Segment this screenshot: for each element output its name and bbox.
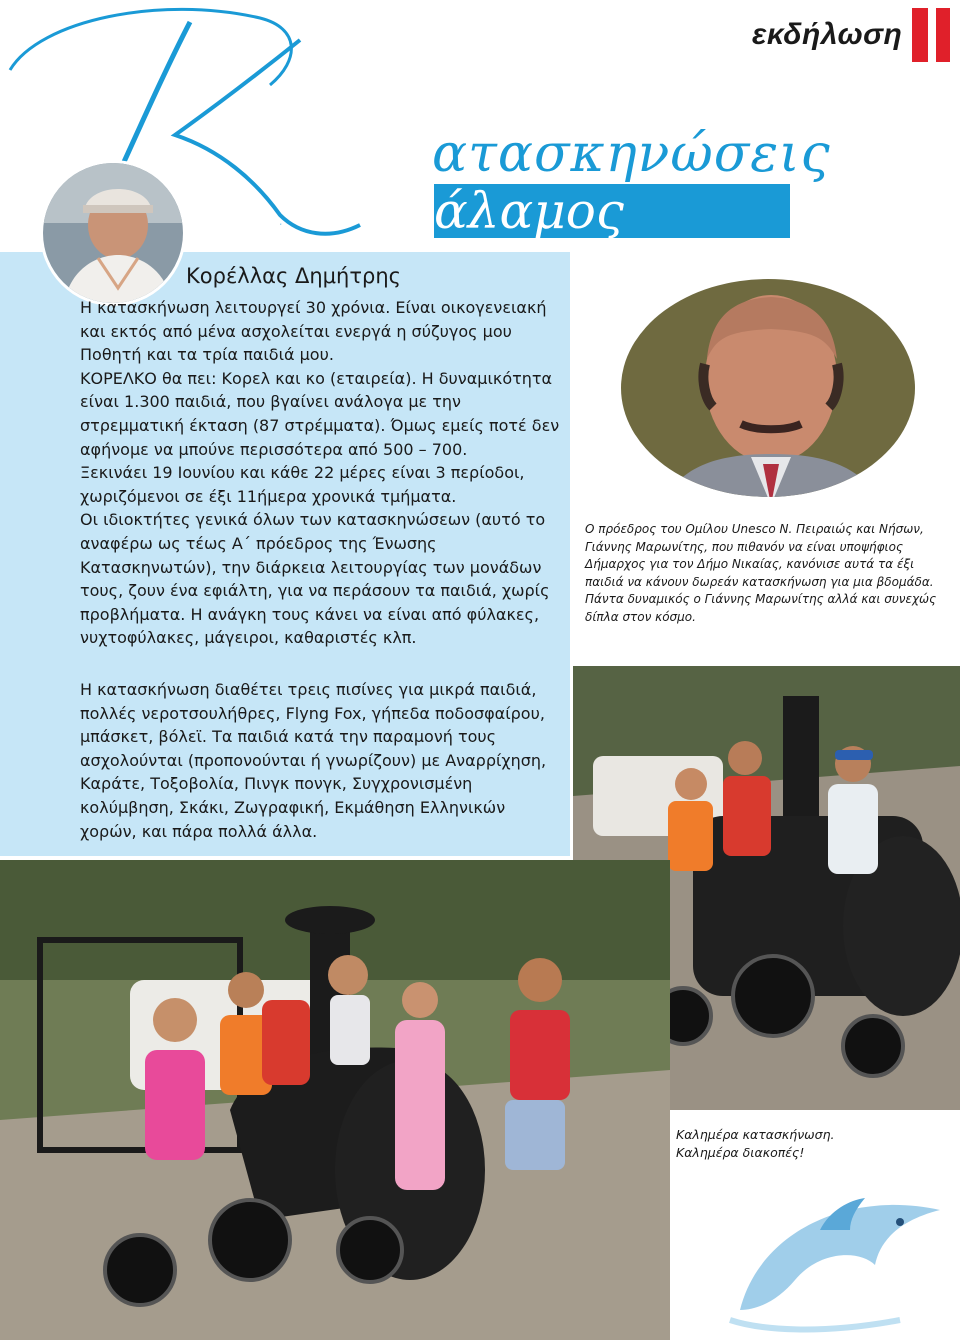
dolphin-logo-icon (700, 1170, 960, 1340)
greeting-line-2: Καλημέρα διακοπές! (676, 1144, 805, 1160)
paragraph: Ξεκινάει 19 Ιουνίου και κάθε 22 μέρες είναι 3 περίοδοι, χωριζόμενοι σε έξι 11ήμερα χρονικά τμήματα. (80, 463, 525, 506)
section-tag: εκδήλωση (752, 18, 903, 51)
photo-kids-train-left (0, 860, 670, 1340)
president-caption: Ο πρόεδρος του Ομίλου Unesco Ν. Πειραιώς και Νήσων, Γιάννης Μαρωνίτης, που πιθανόν να είναι υποψήφιος Δήμαρχος για τον Δήμο Νικαίας, κανόνισε αυτά τα έξι παιδιά να κάνουν δωρεάν κατασκήνωση για μια βδομάδα. Πάντα δυναμικός ο Γιάννης Μαρωνίτης αλλά και συνεχώς δίπλα στον κόσμο. (585, 522, 937, 624)
title-line-2: άλαμος (434, 182, 624, 240)
red-accent-bar (912, 8, 928, 62)
paragraph: Η κατασκήνωση διαθέτει τρεις πισίνες για μικρά παιδιά, πολλές νεροτσουλήθρες, Flyng Fox, γήπεδα ποδοσφαίρου, μπάσκετ, βόλεϊ. Τα παιδιά κατά την παραμονή τους ασχολούνται (προπονούνται ή γνωρίζουν) με Αναρρίχηση, Καράτε, Τοξοβολία, Πινγκ πονγκ, Συγχρονισμένη κολύμβηση, Σκάκι, Ζωγραφική, Εκμάθηση Ελληνικών χορών, και πάρα πολλά άλλα. (80, 680, 547, 841)
article-body-top (80, 296, 565, 650)
portrait-president (617, 275, 919, 501)
profile-name: Κορέλλας Δημήτρης (186, 264, 401, 288)
article-body-bottom (80, 678, 565, 843)
title-initial: Κ (280, 224, 282, 226)
paragraph: Η κατασκήνωση λειτουργεί 30 χρόνια. Είναι οικογενειακή και εκτός από μένα ασχολείται ενεργά η σύζυγος μου Ποθητή και τα τρία παιδιά μου. (80, 298, 547, 365)
title-line-1: ατασκηνώσεις (432, 124, 831, 184)
paragraph: Οι ιδιοκτήτες γενικά όλων των κατασκηνώσεων (αυτό το αναφέρω ως τέως Α΄ πρόεδρος της Ένωσης Κατασκηνωτών), την διάρκεια λειτουργίας των μονάδων τους, ζουν ένα εφιάλτη, για να περάσουν τα παιδιά, χωρίς προβλήματα. Η ανάγκη τους κάνει να είναι από φύλακες, νυχτοφύλακες, μάγειροι, καθαριστές κλπ. (80, 510, 550, 648)
greeting-line-1: Καλημέρα κατασκήνωση. (676, 1127, 835, 1142)
paragraph: ΚΟΡΕΛΚΟ θα πει: Κορελ και κο (εταιρεία). Η δυναμικότητα είναι 1.300 παιδιά, που βγαίνει ανάλογα με την στρεμματική έκταση (87 στρέμματα). Όμως εμείς ποτέ δεν αφήνομε να μπούνε περισσότερα από 500 – 700. (80, 368, 560, 459)
greeting-caption (676, 1126, 876, 1161)
portrait-korellas (40, 160, 186, 306)
red-accent-bar-2 (936, 8, 950, 62)
